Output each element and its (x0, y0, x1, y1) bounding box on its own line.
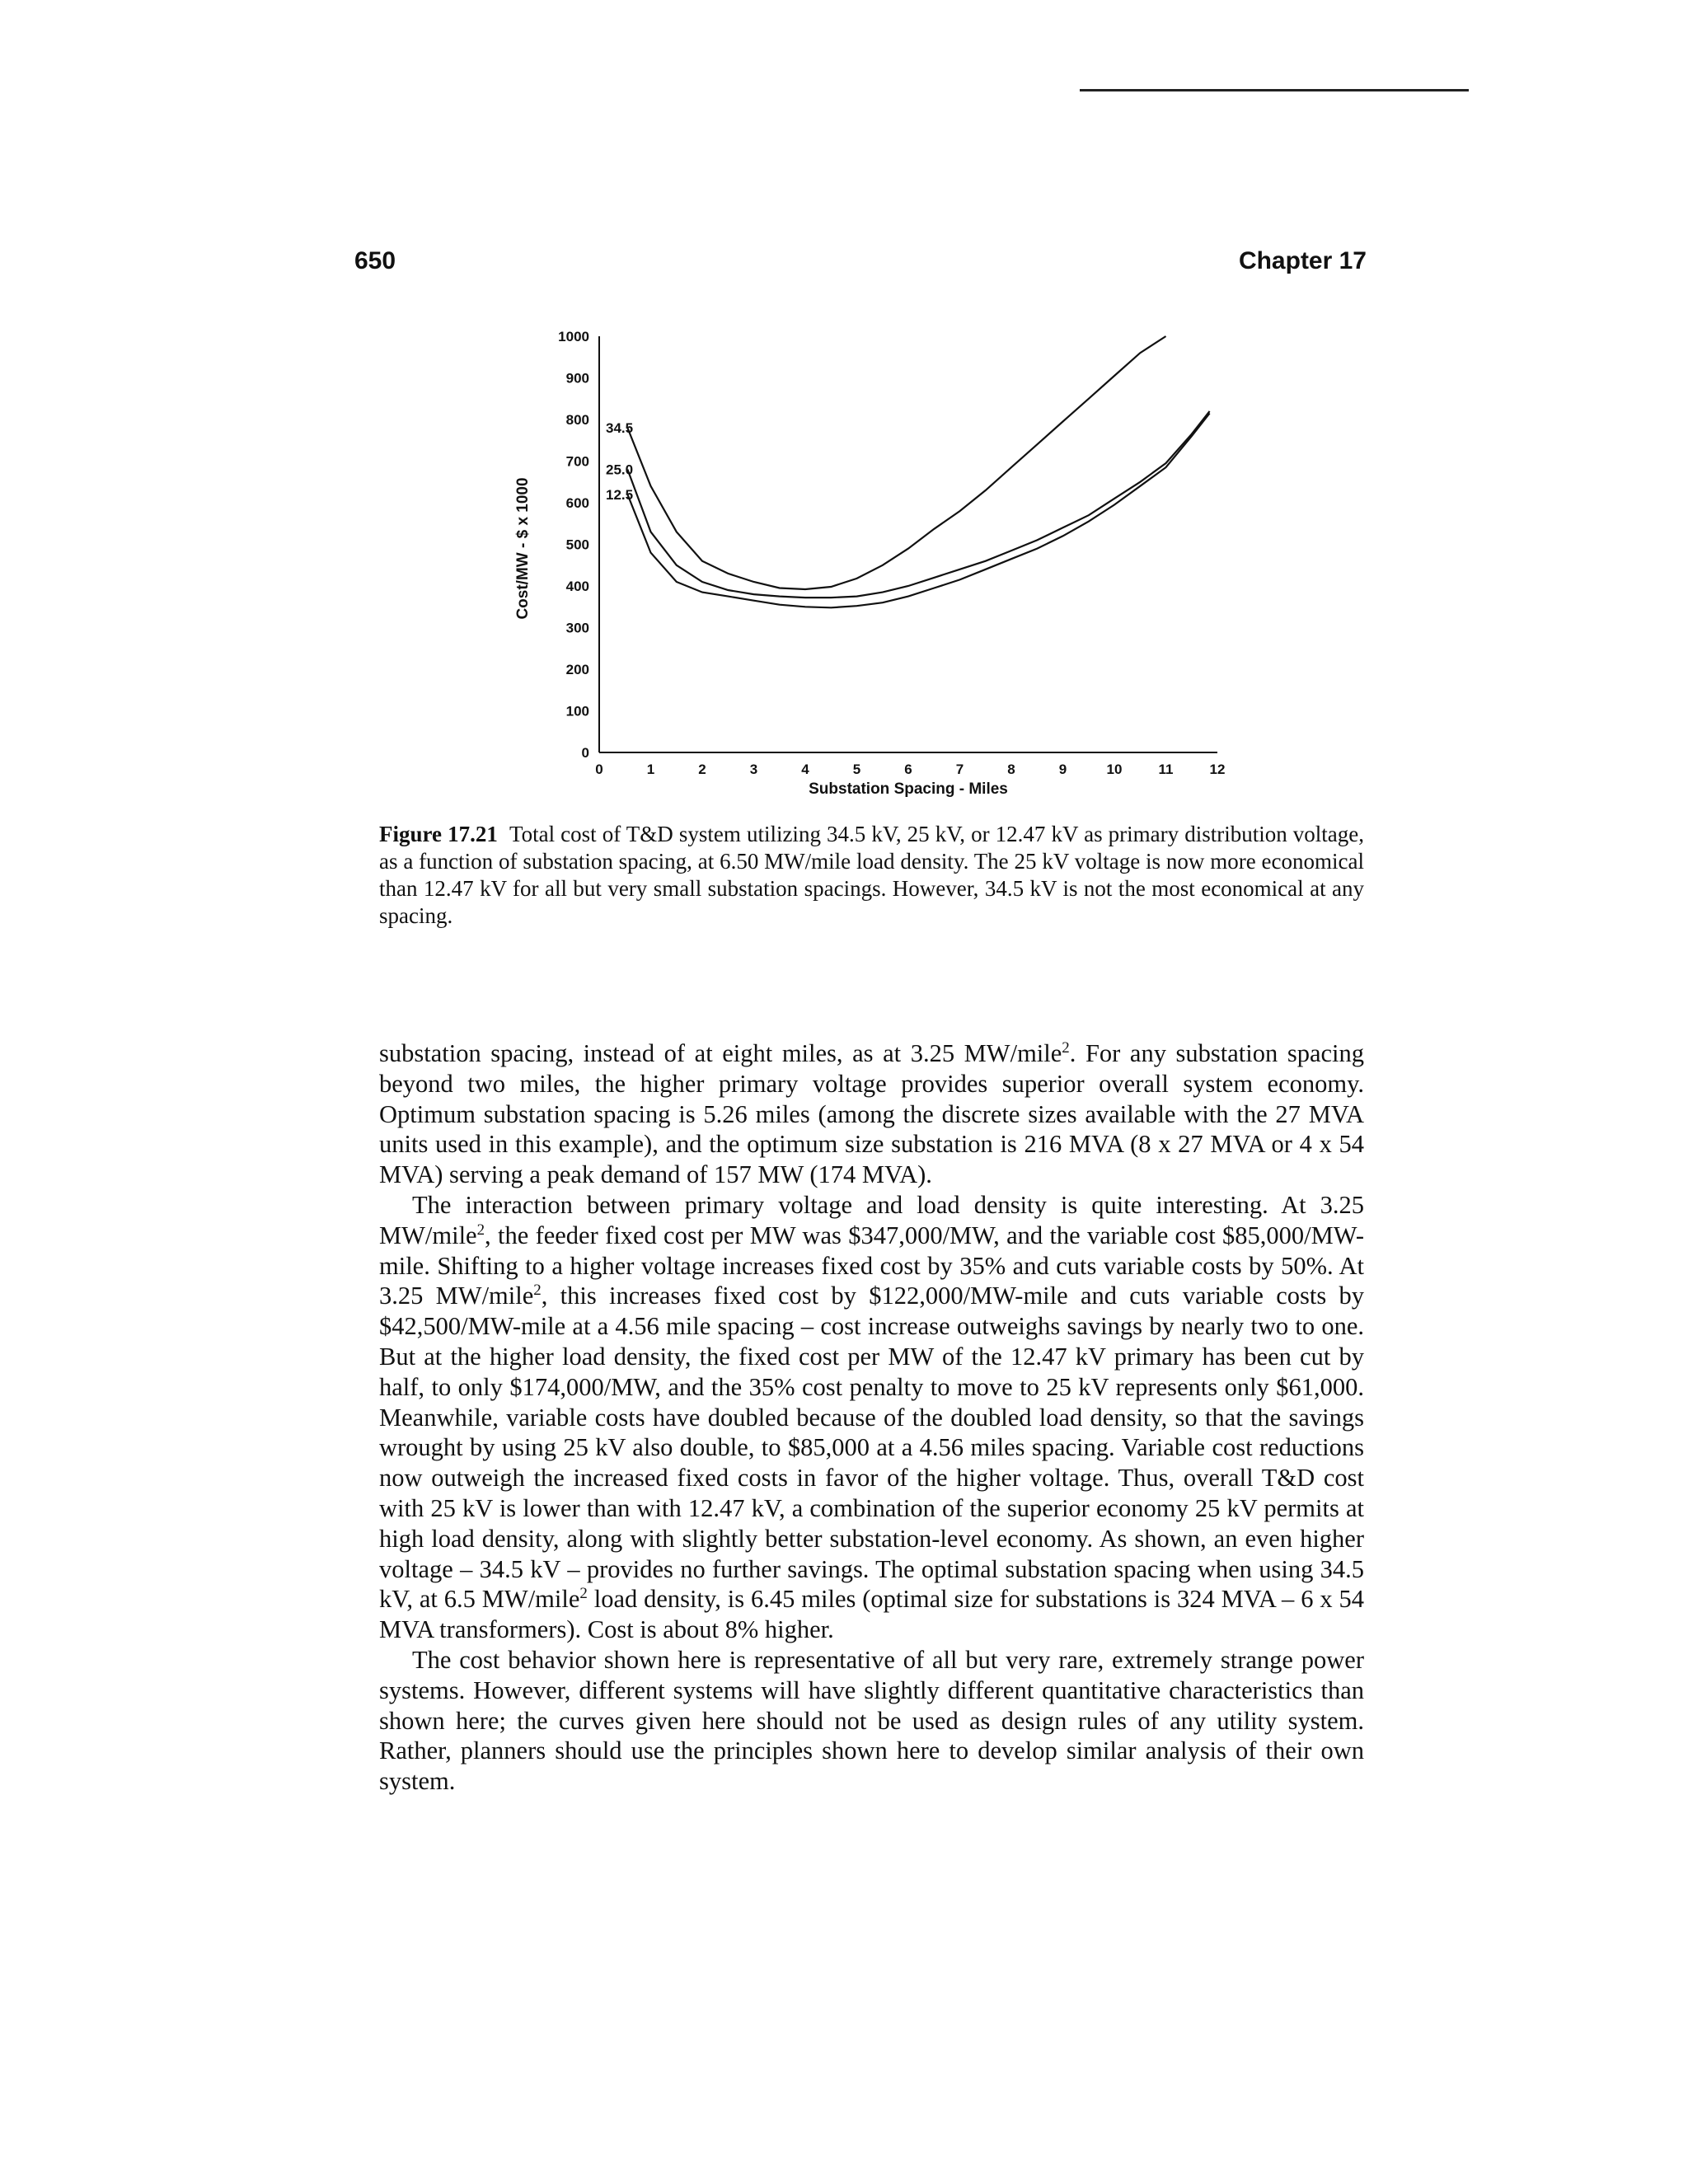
x-axis-title: Substation Spacing - Miles (809, 780, 1008, 798)
paragraph-3 (379, 1645, 1364, 1797)
series-line-34-5 (627, 336, 1165, 589)
paragraph-1 (379, 1038, 1364, 1190)
x-tick-label: 7 (955, 762, 964, 777)
x-tick-label: 9 (1058, 762, 1067, 777)
series-group (606, 336, 1210, 607)
text-run: load density, is 6.45 miles (optimal size for substations is 324 MVA – 6 x 54 MVA transformers). Cost is about 8% higher. (379, 1585, 1364, 1644)
text-run: The interaction between primary voltage and load density is quite interesting. At 3.25 MW/mile (379, 1190, 1364, 1249)
page-number: 650 (354, 247, 396, 274)
text-run: , the feeder fixed cost per MW was $347,000/MW, and the variable cost $85,000/MW-mile. Shifting to a higher voltage increases fixed cost by 35% and cuts variable costs by 50%. At 3.25 MW/mile (379, 1221, 1364, 1310)
cost-vs-spacing-chart (495, 326, 1236, 812)
x-axis-ticks (595, 762, 1225, 777)
x-tick-label: 5 (852, 762, 861, 777)
superscript: 2 (579, 1585, 588, 1603)
x-tick-label: 1 (646, 762, 655, 777)
series-line-25-0 (627, 411, 1209, 598)
x-tick-label: 8 (1007, 762, 1015, 777)
series-label-25-0: 25.0 (606, 462, 634, 478)
paragraph-2 (379, 1190, 1364, 1645)
y-tick-label: 100 (565, 703, 589, 719)
x-tick-label: 10 (1106, 762, 1123, 777)
superscript: 2 (476, 1221, 485, 1239)
y-tick-label: 500 (565, 537, 589, 553)
y-tick-label: 800 (565, 412, 589, 428)
x-tick-label: 4 (801, 762, 809, 777)
x-tick-label: 3 (749, 762, 758, 777)
y-tick-label: 1000 (558, 329, 589, 344)
body-text (379, 1038, 1364, 1797)
series-label-12-5: 12.5 (606, 486, 634, 503)
y-tick-label: 900 (565, 370, 589, 387)
figure-label: Figure 17.21 (379, 822, 498, 846)
x-tick-label: 11 (1158, 762, 1174, 777)
series-line-12-5 (627, 413, 1209, 607)
x-tick-label: 0 (595, 762, 603, 777)
y-tick-label: 200 (565, 662, 589, 677)
text-run: , this increases fixed cost by $122,000/MW-mile and cuts variable costs by $42,500/MW-mile at a 4.56 mile spacing – cost increase outweighs savings by nearly two to one. But at the higher load density, the fixed cost per MW of the 12.47 kV primary has been cut by half, to only $174,000/MW, and the 35% cost penalty to move to 25 kV represents only $61,000. Meanwhile, variable costs have doubled because of the doubled load density, so that the savings wrought by using 25 kV also double, to $85,000 at a 4.56 miles spacing. Variable cost reductions now outweigh the increased fixed costs in favor of the higher voltage. Thus, overall T&D cost with 25 kV is lower than with 12.47 kV, a combination of the superior economy 25 kV permits at high load density, along with slightly better substation-level economy. As shown, an even higher voltage – 34.5 kV – provides no further savings. The optimal substation spacing when using 34.5 kV, at 6.5 MW/mile (379, 1282, 1364, 1614)
y-axis-ticks (558, 329, 589, 761)
y-tick-label: 300 (565, 620, 589, 636)
figure-caption-text: Total cost of T&D system utilizing 34.5 kV, 25 kV, or 12.47 kV as primary distribution voltage, as a function of substation spacing, at 6.50 MW/mile load density. The 25 kV voltage is now more economical than 12.47 kV for all but very small substation spacings. However, 34.5 kV is not the most economical at any spacing. (379, 822, 1364, 928)
y-tick-label: 0 (581, 745, 589, 761)
text-run: The cost behavior shown here is representative of all but very rare, extremely strange power systems. However, different systems will have slightly different quantitative characteristics than shown here; the curves given here should not be used as design rules of any utility system. Rather, planners should use the principles shown here to develop similar analysis of their own system. (379, 1645, 1364, 1796)
series-label-34-5: 34.5 (606, 420, 634, 437)
y-tick-label: 700 (565, 453, 589, 470)
header-rule (1080, 89, 1469, 91)
y-tick-label: 400 (565, 579, 589, 594)
chapter-title: Chapter 17 (1238, 247, 1367, 274)
y-axis-title: Cost/MW - $ x 1000 (514, 477, 532, 620)
superscript: 2 (533, 1282, 542, 1300)
running-head (354, 247, 1367, 284)
x-tick-label: 12 (1209, 762, 1226, 777)
superscript: 2 (1062, 1038, 1070, 1057)
figure-caption (379, 821, 1364, 930)
x-tick-label: 6 (904, 762, 912, 777)
text-run: . For any substation spacing beyond two miles, the higher primary voltage provides superior overall system economy. Optimum substation spacing is 5.26 miles (among the discrete sizes available with the 27 MVA units used in this example), and the optimum size substation is 216 MVA (8 x 27 MVA or 4 x 54 MVA) serving a peak demand of 157 MW (174 MVA). (379, 1039, 1364, 1189)
text-run: substation spacing, instead of at eight miles, as at 3.25 MW/mile (379, 1039, 1062, 1067)
y-tick-label: 600 (565, 495, 589, 511)
x-tick-label: 2 (698, 762, 706, 777)
